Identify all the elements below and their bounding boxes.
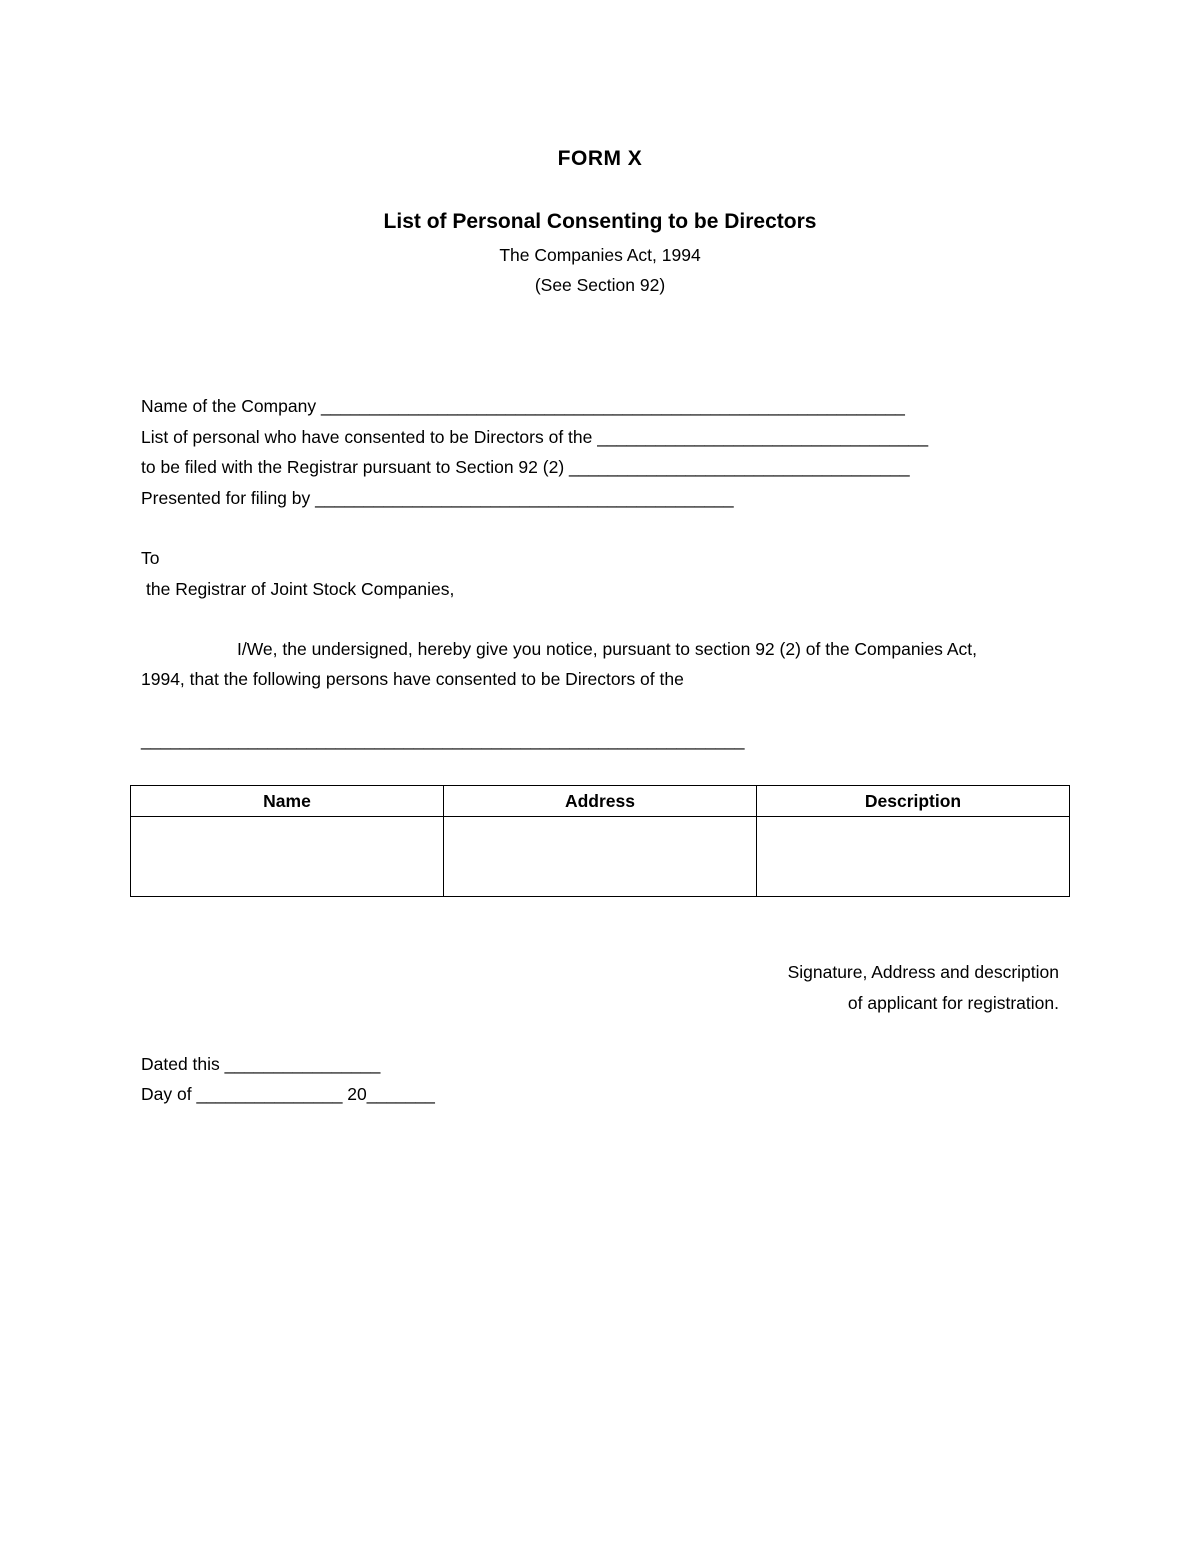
act-subtitle: The Companies Act, 1994 [499, 245, 701, 265]
name-cell [131, 817, 444, 897]
column-header-description: Description [757, 786, 1070, 817]
presented-by-field: Presented for filing by ___________________________________________ [141, 488, 734, 508]
filed-with-registrar-field: to be filed with the Registrar pursuant to Section 92 (2) ___________________________________ [141, 457, 910, 477]
company-blank-line: ______________________________________________________________ [141, 730, 745, 750]
notice-paragraph-line-2: 1994, that the following persons have consented to be Directors of the [141, 669, 684, 689]
notice-paragraph-line-1: I/We, the undersigned, hereby give you notice, pursuant to section 92 (2) of the Companies Act, [237, 639, 977, 659]
dated-this-field: Dated this ________________ [141, 1054, 381, 1074]
addressee-registrar: the Registrar of Joint Stock Companies, [146, 579, 455, 599]
directors-table [130, 785, 1070, 897]
section-reference: (See Section 92) [534, 275, 666, 295]
signature-caption-line-2: of applicant for registration. [847, 993, 1059, 1013]
column-header-name: Name [131, 786, 444, 817]
column-header-address: Address [444, 786, 757, 817]
table-header-row [131, 786, 1070, 817]
company-name-field: Name of the Company ____________________________________________________________ [141, 396, 905, 416]
table-row [131, 817, 1070, 897]
day-of-field: Day of _______________ 20_______ [141, 1084, 435, 1104]
description-cell [757, 817, 1070, 897]
signature-caption-line-1: Signature, Address and description [787, 962, 1059, 982]
document-title: List of Personal Consenting to be Directors [383, 210, 817, 233]
addressee-to: To [141, 548, 160, 568]
address-cell [444, 817, 757, 897]
form-title: FORM X [557, 147, 643, 170]
consented-persons-field: List of personal who have consented to be Directors of the __________________________________ [141, 427, 929, 447]
